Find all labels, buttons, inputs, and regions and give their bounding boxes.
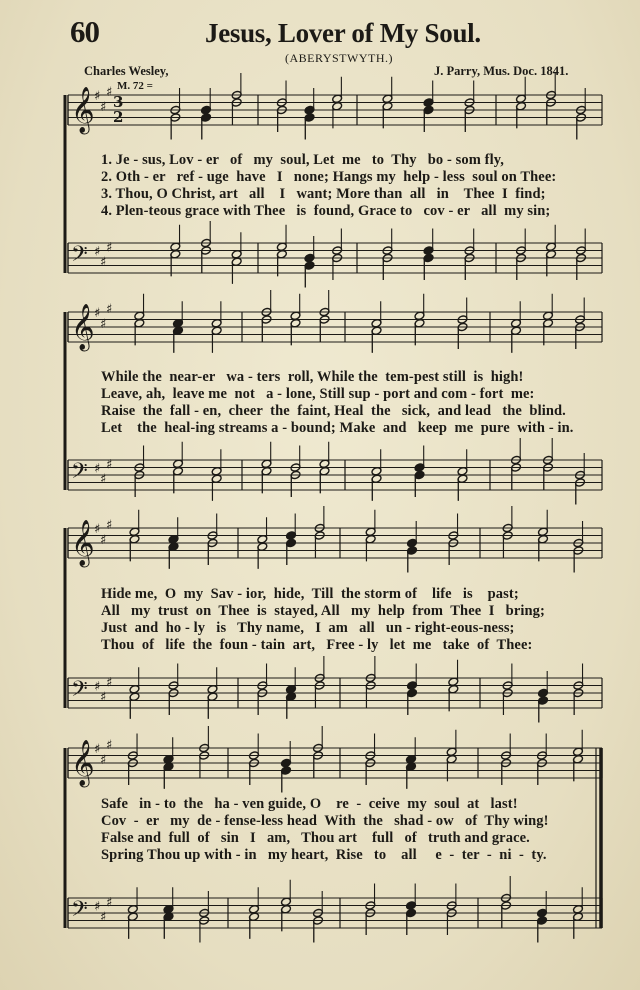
lyric-line: Spring Thou up with - in my heart, Rise to all e - ter - ni - ty. [101, 847, 547, 863]
lyric-line: Cov - er my de - fense-less head With the shad - ow of Thy wing! [101, 813, 549, 829]
sharp-icon: ♯ [94, 461, 101, 477]
bass-clef-icon: 𝄢 [71, 242, 88, 272]
treble-clef-icon: 𝄞 [71, 740, 95, 786]
hymn-number: 60 [70, 14, 99, 49]
treble-clef-icon: 𝄞 [71, 520, 95, 566]
sharp-icon: ♯ [94, 89, 101, 104]
lyric-line: Hide me, O my Sav - ior, hide, Till the storm of life is past; [101, 586, 519, 602]
lyric-line: Safe in - to the ha - ven guide, O re - ceive my soul at last! [101, 796, 518, 812]
sharp-icon: ♯ [106, 240, 113, 256]
sharp-icon: ♯ [106, 675, 113, 691]
hymn-title: Jesus, Lover of My Soul. [205, 18, 481, 48]
sharp-icon: ♯ [106, 457, 113, 473]
sharp-icon: ♯ [100, 472, 107, 487]
sharp-icon: ♯ [100, 690, 107, 705]
sharp-icon: ♯ [100, 533, 107, 548]
lyric-line: Let the heal-ing streams a - bound; Make and keep me pure with - in. [101, 420, 574, 436]
lyric-line: Raise the fall - en, cheer the faint, Heal the sick, and lead the blind. [101, 403, 566, 419]
lyric-line: 2. Oth - er ref - uge have I none; Hangs my help - less soul on Thee: [101, 169, 557, 185]
sharp-icon: ♯ [94, 306, 101, 321]
sharp-icon: ♯ [100, 317, 107, 332]
bass-clef-icon: 𝄢 [71, 897, 88, 927]
bass-clef-icon: 𝄢 [71, 677, 88, 707]
sharp-icon: ♯ [100, 753, 107, 768]
sharp-icon: ♯ [94, 742, 101, 757]
lyric-line: All my trust on Thee is stayed, All my help from Thee I bring; [101, 603, 545, 619]
sharp-icon: ♯ [106, 518, 113, 533]
lyric-line: False and full of sin I am, Thou art full of truth and grace. [101, 830, 530, 846]
lyric-line: 1. Je - sus, Lov - er of my soul, Let me to Thy bo - som fly, [101, 152, 504, 168]
sharp-icon: ♯ [94, 899, 101, 915]
sharp-icon: ♯ [106, 895, 113, 911]
sharp-icon: ♯ [94, 522, 101, 537]
metronome-mark: M. 72 = [117, 80, 153, 92]
composer-credit: J. Parry, Mus. Doc. 1841. [434, 64, 569, 78]
sharp-icon: ♯ [94, 244, 101, 260]
lyric-line: Thou of life the foun - tain art, Free - ly let me take of Thee: [101, 637, 533, 653]
lyric-line: Leave, ah, leave me not a - lone, Still sup - port and com - fort me: [101, 386, 535, 402]
sharp-icon: ♯ [94, 679, 101, 695]
treble-clef-icon: 𝄞 [71, 87, 95, 133]
lyric-line: 4. Plen-teous grace with Thee is found, Grace to cov - er all my sin; [101, 203, 551, 219]
lyric-line: While the near-er wa - ters roll, While the tem-pest still is high! [101, 369, 524, 385]
bass-clef-icon: 𝄢 [71, 459, 88, 489]
sharp-icon: ♯ [106, 302, 113, 317]
lyric-line: 3. Thou, O Christ, art all I want; More than all in Thee I find; [101, 186, 546, 202]
treble-clef-icon: 𝄞 [71, 304, 95, 350]
sharp-icon: ♯ [106, 85, 113, 100]
time-signature: 2 [113, 108, 124, 126]
sharp-icon: ♯ [100, 910, 107, 925]
sharp-icon: ♯ [100, 255, 107, 270]
sharp-icon: ♯ [106, 738, 113, 753]
tune-name: (ABERYSTWYTH.) [285, 51, 393, 65]
lyric-line: Just and ho - ly is Thy name, I am all un - right-eous-ness; [101, 620, 515, 636]
sharp-icon: ♯ [100, 100, 107, 115]
time-signature: 3 [113, 93, 124, 111]
lyricist-credit: Charles Wesley, [84, 64, 169, 78]
